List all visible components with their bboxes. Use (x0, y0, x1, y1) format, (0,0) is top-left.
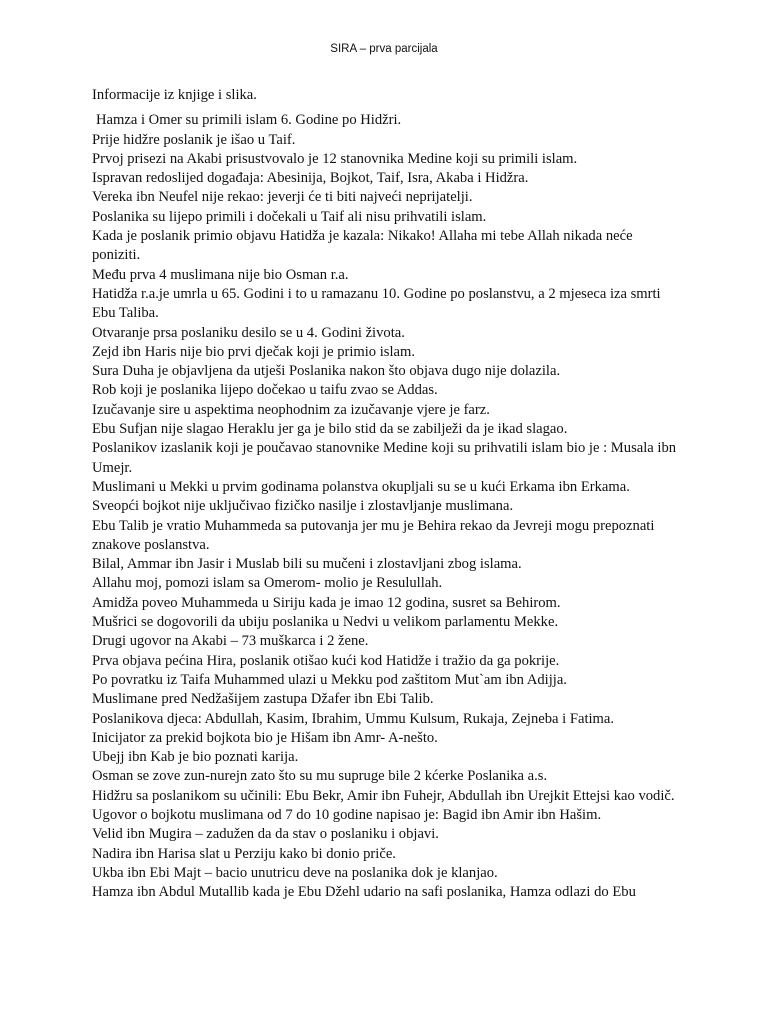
fact-line: Izučavanje sire u aspektima neophodnim za izučavanje vjere je farz. (92, 401, 490, 418)
fact-line: Poslanikov izaslanik koji je poučavao stanovnike Medine koji su prihvatili islam bio je : Musala ibn Umejr. (92, 440, 677, 476)
fact-line: Hamza i Omer su primili islam 6. Godine po Hidžri. (96, 112, 402, 129)
fact-line: Među prva 4 muslimana nije bio Osman r.a. (92, 266, 349, 283)
fact-line: Prva objava pećina Hira, poslanik otišao kući kod Hatidže i tražio da ga pokrije. (92, 652, 560, 669)
fact-line: Ugovor o bojkotu muslimana od 7 do 10 godine napisao je: Bagid ibn Amir ibn Hašim. (92, 806, 602, 823)
fact-line: Hidžru sa poslanikom su učinili: Ebu Bekr, Amir ibn Fuhejr, Abdullah ibn Urejkit Ettejsi kao vodič. (92, 787, 675, 804)
fact-line: Otvaranje prsa poslaniku desilo se u 4. Godini života. (92, 324, 405, 341)
fact-line: Muslimane pred Nedžašijem zastupa Džafer ibn Ebi Talib. (92, 691, 434, 708)
fact-line: Ebu Sufjan nije slagao Heraklu jer ga je bilo stid da se zabilježi da je ikad slagao. (92, 421, 568, 438)
fact-line: Osman se zove zun-nurejn zato što su mu supruge bile 2 kćerke Poslanika a.s. (92, 768, 548, 785)
fact-line: Ebu Talib je vratio Muhammeda sa putovanja jer mu je Behira rekao da Jevreji mogu prepoznati znakove poslanstva. (92, 517, 655, 553)
fact-line: Mušrici se dogovorili da ubiju poslanika u Nedvi u velikom parlamentu Mekke. (92, 614, 559, 631)
fact-line: Prije hidžre poslanik je išao u Taif. (92, 131, 296, 148)
fact-line: Rob koji je poslanika lijepo dočekao u taifu zvao se Addas. (92, 382, 438, 399)
fact-line: Ispravan redoslijed događaja: Abesinija, Bojkot, Taif, Isra, Akaba i Hidžra. (92, 170, 529, 187)
fact-line: Drugi ugovor na Akabi – 73 muškarca i 2 žene. (92, 633, 369, 650)
fact-line: Vereka ibn Neufel nije rekao: jeverji će ti biti najveći neprijatelji. (92, 189, 473, 206)
document-body (92, 86, 682, 902)
fact-line: Hamza ibn Abdul Mutallib kada je Ebu Džehl udario na safi poslanika, Hamza odlazi do Ebu (92, 884, 636, 901)
fact-line: Poslanikova djeca: Abdullah, Kasim, Ibrahim, Ummu Kulsum, Rukaja, Zejneba i Fatima. (92, 710, 615, 727)
fact-line: Allahu moj, pomozi islam sa Omerom- molio je Resulullah. (92, 575, 443, 592)
fact-line: Bilal, Ammar ibn Jasir i Muslab bili su mučeni i zlostavljani zbog islama. (92, 556, 522, 573)
intro-line: Informacije iz knjige i slika. (92, 87, 257, 103)
fact-line: Nadira ibn Harisa slat u Perziju kako bi donio priče. (92, 845, 396, 862)
fact-line: Muslimani u Mekki u prvim godinama polanstva okupljali su se u kući Erkama ibn Erkama. (92, 478, 630, 495)
fact-list (92, 111, 682, 902)
fact-line: Ukba ibn Ebi Majt – bacio unutricu deve na poslanika dok je klanjao. (92, 864, 498, 881)
fact-line: Amidža poveo Muhammeda u Siriju kada je imao 12 godina, susret sa Behirom. (92, 594, 561, 611)
fact-line: Velid ibn Mugira – zadužen da da stav o poslaniku i objavi. (92, 826, 439, 843)
fact-line: Po povratku iz Taifa Muhammed ulazi u Mekku pod zaštitom Mut`am ibn Adijja. (92, 671, 567, 688)
fact-line: Kada je poslanik primio objavu Hatidža je kazala: Nikako! Allaha mi tebe Allah nikada neće poniziti. (92, 228, 633, 264)
fact-line: Hatidža r.a.je umrla u 65. Godini i to u ramazanu 10. Godine po poslanstvu, a 2 mjeseca iza smrti Ebu Taliba. (92, 285, 661, 322)
fact-line: Poslanika su lijepo primili i dočekali u Taif ali nisu prihvatili islam. (92, 208, 487, 225)
fact-line: Inicijator za prekid bojkota bio je Hišam ibn Amr- A-nešto. (92, 729, 438, 746)
page-header: SIRA – prva parcijala (330, 43, 438, 55)
fact-line: Sveopći bojkot nije uključivao fizičko nasilje i zlostavljanje muslimana. (92, 498, 514, 515)
fact-line: Ubejj ibn Kab je bio poznati karija. (92, 749, 299, 766)
fact-line: Zejd ibn Haris nije bio prvi dječak koji je primio islam. (92, 343, 416, 360)
fact-line: Sura Duha je objavljena da utješi Poslanika nakon što objava dugo nije dolazila. (92, 363, 561, 380)
fact-line: Prvoj prisezi na Akabi prisustvovalo je 12 stanovnika Medine koji su primili islam. (92, 150, 578, 167)
